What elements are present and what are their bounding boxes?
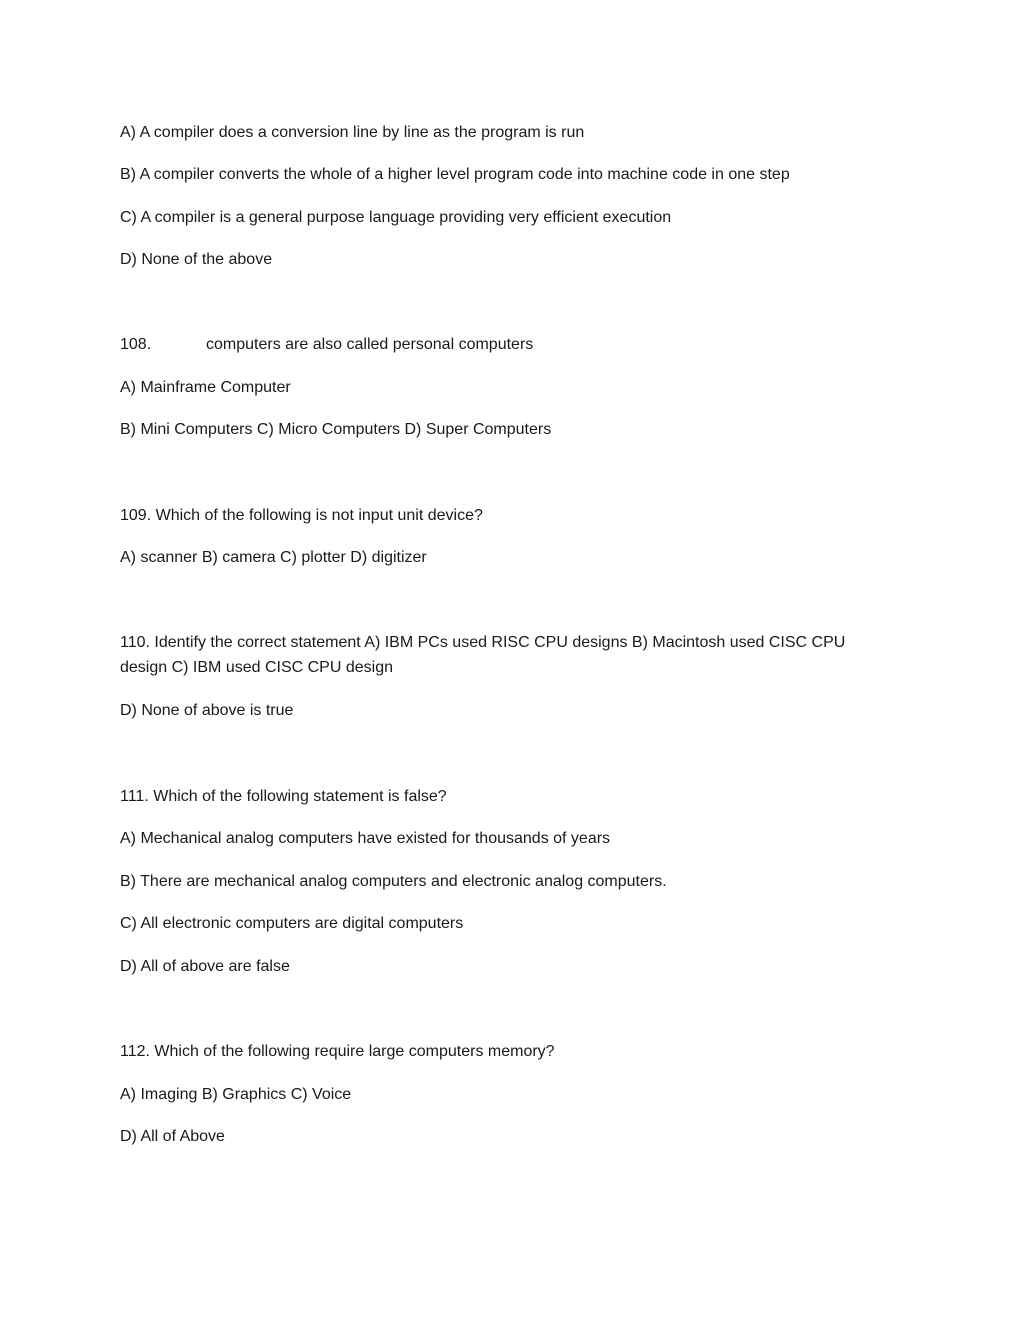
q112-question: 112. Which of the following require large computers memory? [120, 1043, 555, 1060]
q109-options: A) scanner B) camera C) plotter D) digitizer [120, 549, 427, 566]
q107-option-a: A) A compiler does a conversion line by line as the program is run [120, 124, 585, 141]
q107-option-d: D) None of the above [120, 251, 273, 268]
q108-options-bcd: B) Mini Computers C) Micro Computers D) Super Computers [120, 421, 552, 438]
q107-option-c: C) A compiler is a general purpose language providing very efficient execution [120, 209, 672, 226]
q108-question: computers are also called personal computers [206, 336, 534, 353]
q110-option-d: D) None of above is true [120, 702, 294, 719]
q111-option-d: D) All of above are false [120, 958, 290, 975]
q112-options-abc: A) Imaging B) Graphics C) Voice [120, 1086, 352, 1103]
q110-question: 110. Identify the correct statement A) IBM PCs used RISC CPU designs B) Macintosh used CISC CPU design C) IBM used CISC CPU design [120, 634, 846, 676]
q111-question: 111. Which of the following statement is false? [120, 788, 447, 805]
q111-option-b: B) There are mechanical analog computers and electronic analog computers. [120, 873, 667, 890]
q109-question: 109. Which of the following is not input unit device? [120, 507, 483, 524]
q108-question-line [120, 332, 533, 357]
q111-option-a: A) Mechanical analog computers have existed for thousands of years [120, 830, 611, 847]
q107-option-b: B) A compiler converts the whole of a higher level program code into machine code in one step [120, 166, 790, 183]
q112-option-d: D) All of Above [120, 1128, 225, 1145]
q108-option-a: A) Mainframe Computer [120, 379, 291, 396]
q111-option-c: C) All electronic computers are digital computers [120, 915, 464, 932]
q108-number: 108. [120, 336, 152, 353]
